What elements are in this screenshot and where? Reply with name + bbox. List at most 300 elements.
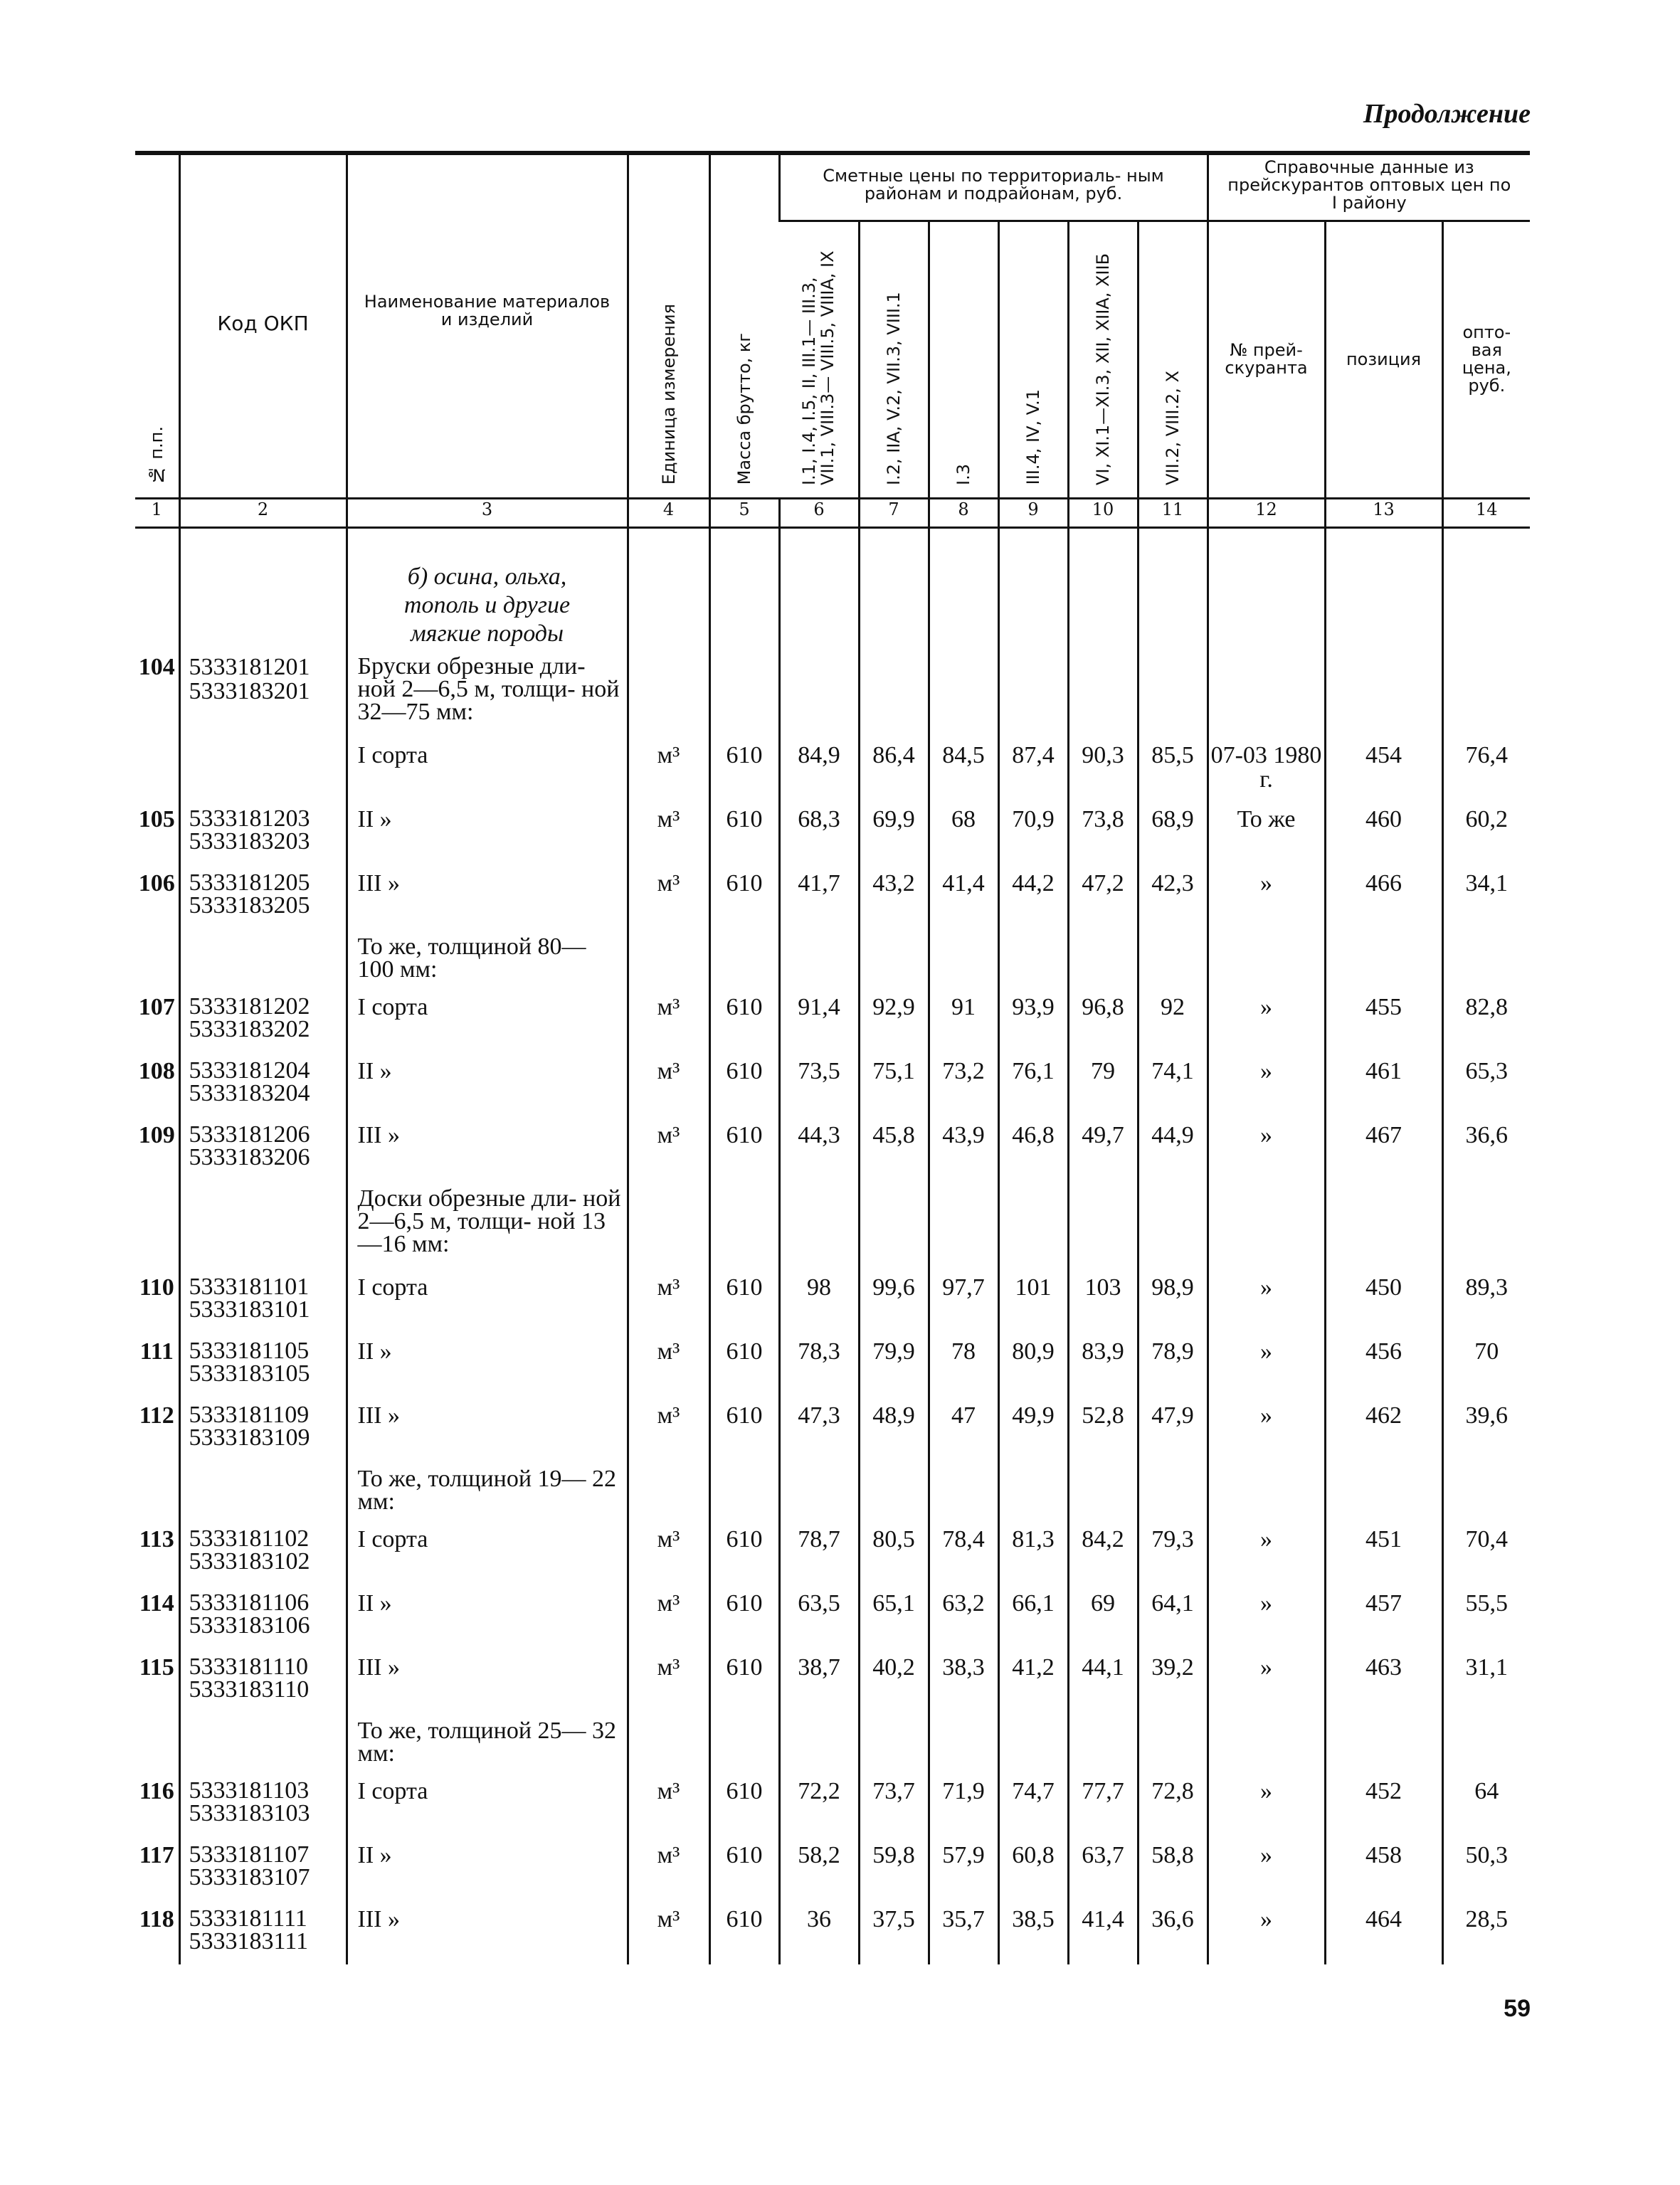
- section-title-row: [135, 527, 1530, 648]
- position-cell: 460: [1325, 800, 1442, 864]
- unit-cell: м³: [628, 1900, 709, 1964]
- price-cell: 44,2: [998, 864, 1068, 929]
- price-cell: 99,6: [859, 1269, 929, 1333]
- position-cell: 462: [1325, 1397, 1442, 1461]
- item-name: II »: [347, 1584, 628, 1649]
- price-cell: 39,2: [1138, 1649, 1208, 1713]
- price-cell: 84,2: [1068, 1520, 1138, 1584]
- price-cell: 44,1: [1068, 1649, 1138, 1713]
- table-row: [135, 1052, 1530, 1116]
- row-number: [135, 929, 179, 988]
- column-number: 9: [998, 498, 1068, 527]
- okp-code: [179, 1333, 347, 1397]
- price-cell: 80,5: [859, 1520, 929, 1584]
- price-cell: 57,9: [929, 1836, 998, 1900]
- group-heading-row: [135, 1461, 1530, 1520]
- price-cell: 71,9: [929, 1772, 998, 1836]
- okp-code-line: 5333183202: [189, 1015, 310, 1042]
- okp-code: [179, 1772, 347, 1836]
- row-number: 107: [138, 993, 175, 1020]
- wholesale-price-cell: 70,4: [1442, 1520, 1530, 1584]
- pricelist-cell: То же: [1208, 800, 1325, 864]
- wholesale-price-cell: 89,3: [1442, 1269, 1530, 1333]
- header-unit: Единица измерения: [658, 304, 679, 485]
- okp-code: [179, 1713, 347, 1772]
- price-cell: 69,9: [859, 800, 929, 864]
- header-region-col10: VI, XI.1—XI.3, XII, XIIА, XIIБ: [1093, 253, 1113, 485]
- pricelist-cell: 07-03 1980 г.: [1208, 736, 1325, 800]
- table-row: [135, 800, 1530, 864]
- okp-code-line: 5333183109: [189, 1424, 310, 1451]
- table-cell: [1325, 1713, 1442, 1772]
- mass-cell: 610: [709, 988, 779, 1052]
- price-cell: 60,8: [998, 1836, 1068, 1900]
- header-region-col11: VII.2, VIII.2, X: [1163, 370, 1183, 485]
- mass-cell: 610: [709, 1269, 779, 1333]
- okp-code: [179, 1584, 347, 1649]
- table-row: [135, 1649, 1530, 1713]
- price-cell: 85,5: [1138, 736, 1208, 800]
- table-cell: [1325, 1180, 1442, 1269]
- okp-code-line: 5333181110: [189, 1653, 308, 1680]
- okp-code-line: 5333183103: [189, 1799, 310, 1826]
- pricelist-cell: »: [1208, 1116, 1325, 1180]
- group-heading: Бруски обрезные дли- ной 2—6,5 м, толщи- ной 32—75 мм:: [347, 648, 628, 736]
- price-cell: 47,3: [779, 1397, 859, 1461]
- price-cell: 58,8: [1138, 1836, 1208, 1900]
- pricelist-cell: »: [1208, 1772, 1325, 1836]
- price-cell: 47,2: [1068, 864, 1138, 929]
- price-cell: 98: [779, 1269, 859, 1333]
- okp-code-line: 5333183110: [189, 1676, 310, 1703]
- table-cell: [1208, 648, 1325, 736]
- price-cell: 84,9: [779, 736, 859, 800]
- price-cell: 44,9: [1138, 1116, 1208, 1180]
- group-heading: Доски обрезные дли- ной 2—6,5 м, толщи- ной 13—16 мм:: [347, 1180, 628, 1269]
- table-cell: [628, 1461, 709, 1520]
- position-cell: 466: [1325, 864, 1442, 929]
- unit-cell: м³: [628, 1116, 709, 1180]
- okp-code-line: 5333181109: [189, 1401, 310, 1428]
- table-row: [135, 1269, 1530, 1333]
- okp-code-line: 5333183105: [189, 1360, 310, 1387]
- table-row: [135, 1333, 1530, 1397]
- price-cell: 68,9: [1138, 800, 1208, 864]
- row-number: 111: [139, 1338, 174, 1365]
- okp-code-line: 5333181202: [189, 993, 310, 1020]
- table-cell: [859, 648, 929, 736]
- price-cell: 74,7: [998, 1772, 1068, 1836]
- mass-cell: 610: [709, 1584, 779, 1649]
- table-cell: [1325, 1461, 1442, 1520]
- table-cell: [1138, 1713, 1208, 1772]
- okp-code: [179, 736, 347, 800]
- price-cell: 59,8: [859, 1836, 929, 1900]
- price-cell: 78,7: [779, 1520, 859, 1584]
- okp-code: [179, 1116, 347, 1180]
- table-cell: [628, 648, 709, 736]
- table-cell: [998, 1180, 1068, 1269]
- header-mass: Масса брутто, кг: [734, 333, 754, 485]
- header-row-number: № п.п.: [147, 426, 167, 485]
- price-table: [135, 151, 1530, 1964]
- wholesale-price-cell: 76,4: [1442, 736, 1530, 800]
- wholesale-price-cell: 36,6: [1442, 1116, 1530, 1180]
- table-cell: [859, 1713, 929, 1772]
- okp-code: [179, 1180, 347, 1269]
- unit-cell: м³: [628, 1397, 709, 1461]
- row-number: [135, 1713, 179, 1772]
- item-name: III »: [347, 1649, 628, 1713]
- table-cell: [998, 1713, 1068, 1772]
- table-cell: [859, 1461, 929, 1520]
- price-cell: 75,1: [859, 1052, 929, 1116]
- okp-code: [179, 864, 347, 929]
- wholesale-price-cell: 64: [1442, 1772, 1530, 1836]
- table-cell: [779, 1461, 859, 1520]
- table-cell: [1138, 1180, 1208, 1269]
- position-cell: 452: [1325, 1772, 1442, 1836]
- row-number: 118: [139, 1905, 174, 1932]
- table-row: [135, 736, 1530, 800]
- okp-code-line: 5333181105: [189, 1337, 310, 1364]
- item-name: II »: [347, 1836, 628, 1900]
- item-name: II »: [347, 1333, 628, 1397]
- price-cell: 70,9: [998, 800, 1068, 864]
- column-number: 4: [628, 498, 709, 527]
- table-cell: [779, 1713, 859, 1772]
- price-cell: 63,5: [779, 1584, 859, 1649]
- group-heading-row: [135, 1180, 1530, 1269]
- price-cell: 46,8: [998, 1116, 1068, 1180]
- price-cell: 90,3: [1068, 736, 1138, 800]
- price-cell: 87,4: [998, 736, 1068, 800]
- price-cell: 73,7: [859, 1772, 929, 1836]
- group-heading-row: [135, 1713, 1530, 1772]
- price-cell: 45,8: [859, 1116, 929, 1180]
- unit-cell: м³: [628, 1520, 709, 1584]
- item-name: I сорта: [347, 1772, 628, 1836]
- table-cell: [779, 1180, 859, 1269]
- table-row: [135, 1772, 1530, 1836]
- table-cell: [1442, 1180, 1530, 1269]
- price-cell: 69: [1068, 1584, 1138, 1649]
- price-cell: 41,7: [779, 864, 859, 929]
- table-cell: [1442, 929, 1530, 988]
- table-cell: [1068, 1461, 1138, 1520]
- wholesale-price-cell: 70: [1442, 1333, 1530, 1397]
- wholesale-price-cell: 82,8: [1442, 988, 1530, 1052]
- price-cell: 40,2: [859, 1649, 929, 1713]
- header-region-col9: III.4, IV, V.1: [1023, 389, 1043, 485]
- okp-code: [179, 1836, 347, 1900]
- price-cell: 91: [929, 988, 998, 1052]
- position-cell: 458: [1325, 1836, 1442, 1900]
- pricelist-cell: »: [1208, 1649, 1325, 1713]
- column-number: 13: [1325, 498, 1442, 527]
- okp-code-line: 5333183206: [189, 1143, 310, 1170]
- position-cell: 450: [1325, 1269, 1442, 1333]
- table-cell: [709, 1461, 779, 1520]
- table-cell: [709, 929, 779, 988]
- row-number: 116: [139, 1777, 174, 1804]
- price-cell: 78,4: [929, 1520, 998, 1584]
- header-prices-group: Сметные цены по территориаль- ным районам и подрайонам, руб.: [823, 166, 1164, 204]
- table-cell: [1138, 1461, 1208, 1520]
- row-number: 106: [138, 869, 175, 896]
- column-number: 7: [859, 498, 929, 527]
- row-number: 115: [139, 1654, 174, 1681]
- okp-code-line: 5333183102: [189, 1548, 310, 1575]
- mass-cell: 610: [709, 1052, 779, 1116]
- mass-cell: 610: [709, 800, 779, 864]
- group-heading-row: [135, 929, 1530, 988]
- pricelist-cell: »: [1208, 1900, 1325, 1964]
- price-cell: 65,1: [859, 1584, 929, 1649]
- okp-code-line: 5333183111: [189, 1927, 308, 1954]
- price-cell: 36: [779, 1900, 859, 1964]
- group-heading: То же, толщиной 19— 22 мм:: [347, 1461, 628, 1520]
- column-number: 11: [1138, 498, 1208, 527]
- price-cell: 93,9: [998, 988, 1068, 1052]
- price-cell: 98,9: [1138, 1269, 1208, 1333]
- okp-code-line: 5333183204: [189, 1079, 310, 1106]
- table-row: [135, 864, 1530, 929]
- price-cell: 48,9: [859, 1397, 929, 1461]
- table-cell: [929, 648, 998, 736]
- wholesale-price-cell: 39,6: [1442, 1397, 1530, 1461]
- row-number: 104: [138, 653, 175, 680]
- price-cell: 41,2: [998, 1649, 1068, 1713]
- price-cell: 72,8: [1138, 1772, 1208, 1836]
- item-name: I сорта: [347, 736, 628, 800]
- price-cell: 73,2: [929, 1052, 998, 1116]
- table-cell: [779, 929, 859, 988]
- price-cell: 74,1: [1138, 1052, 1208, 1116]
- okp-code-line: 5333183201: [189, 677, 310, 704]
- price-cell: 92,9: [859, 988, 929, 1052]
- item-name: I сорта: [347, 1520, 628, 1584]
- row-number: [135, 1461, 179, 1520]
- mass-cell: 610: [709, 1836, 779, 1900]
- table-cell: [1208, 1713, 1325, 1772]
- row-number: 112: [139, 1402, 174, 1429]
- position-cell: 464: [1325, 1900, 1442, 1964]
- item-name: III »: [347, 1116, 628, 1180]
- price-cell: 79,3: [1138, 1520, 1208, 1584]
- column-number: 14: [1442, 498, 1530, 527]
- okp-code-line: 5333181101: [189, 1273, 310, 1300]
- pricelist-cell: »: [1208, 1520, 1325, 1584]
- price-cell: 52,8: [1068, 1397, 1138, 1461]
- unit-cell: м³: [628, 1584, 709, 1649]
- table-row: [135, 1836, 1530, 1900]
- okp-code-line: 5333181102: [189, 1525, 310, 1552]
- price-cell: 101: [998, 1269, 1068, 1333]
- header-wholesale-price: опто- вая цена, руб.: [1462, 322, 1511, 396]
- unit-cell: м³: [628, 1836, 709, 1900]
- item-name: II »: [347, 1052, 628, 1116]
- table-cell: [1208, 1180, 1325, 1269]
- pricelist-cell: »: [1208, 1269, 1325, 1333]
- okp-code-line: 5333181103: [189, 1777, 310, 1804]
- table-cell: [1442, 1461, 1530, 1520]
- mass-cell: 610: [709, 736, 779, 800]
- table-cell: [1208, 929, 1325, 988]
- unit-cell: м³: [628, 736, 709, 800]
- table-row: [135, 988, 1530, 1052]
- group-heading: То же, толщиной 80— 100 мм:: [347, 929, 628, 988]
- okp-code: [179, 1269, 347, 1333]
- table-cell: [1068, 1180, 1138, 1269]
- position-cell: 451: [1325, 1520, 1442, 1584]
- table-cell: [1138, 648, 1208, 736]
- column-number: 1: [135, 498, 179, 527]
- price-cell: 42,3: [1138, 864, 1208, 929]
- wholesale-price-cell: 50,3: [1442, 1836, 1530, 1900]
- unit-cell: м³: [628, 1333, 709, 1397]
- section-title-line: тополь и другие: [403, 591, 571, 618]
- item-name: I сорта: [347, 1269, 628, 1333]
- price-cell: 79: [1068, 1052, 1138, 1116]
- row-number: 108: [138, 1057, 175, 1084]
- okp-code-line: 5333181203: [189, 805, 310, 832]
- item-name: III »: [347, 1397, 628, 1461]
- okp-code: [179, 1649, 347, 1713]
- okp-code: [179, 1052, 347, 1116]
- price-cell: 68,3: [779, 800, 859, 864]
- mass-cell: 610: [709, 864, 779, 929]
- table-row: [135, 1116, 1530, 1180]
- okp-code-line: 5333181206: [189, 1121, 310, 1148]
- header-position: позиция: [1346, 349, 1422, 369]
- okp-code: [179, 800, 347, 864]
- column-number: 8: [929, 498, 998, 527]
- price-cell: 73,8: [1068, 800, 1138, 864]
- price-cell: 37,5: [859, 1900, 929, 1964]
- okp-code-line: 5333183203: [189, 827, 310, 855]
- price-cell: 92: [1138, 988, 1208, 1052]
- okp-code: [179, 1520, 347, 1584]
- table-cell: [929, 1713, 998, 1772]
- table-row: [135, 1900, 1530, 1964]
- table-cell: [998, 929, 1068, 988]
- table-cell: [1068, 648, 1138, 736]
- table-body: [135, 527, 1530, 1964]
- column-number: 5: [709, 498, 779, 527]
- table-cell: [628, 929, 709, 988]
- okp-code-line: 5333181204: [189, 1057, 310, 1084]
- table-cell: [779, 648, 859, 736]
- price-cell: 78: [929, 1333, 998, 1397]
- item-name: III »: [347, 864, 628, 929]
- wholesale-price-cell: 55,5: [1442, 1584, 1530, 1649]
- unit-cell: м³: [628, 1052, 709, 1116]
- price-cell: 63,7: [1068, 1836, 1138, 1900]
- position-cell: 463: [1325, 1649, 1442, 1713]
- section-title-line: б) осина, ольха,: [407, 563, 567, 590]
- row-number: 105: [138, 805, 175, 832]
- wholesale-price-cell: 31,1: [1442, 1649, 1530, 1713]
- table-cell: [709, 1713, 779, 1772]
- wholesale-price-cell: 60,2: [1442, 800, 1530, 864]
- price-cell: 44,3: [779, 1116, 859, 1180]
- price-cell: 43,9: [929, 1116, 998, 1180]
- table-row: [135, 1584, 1530, 1649]
- column-number: 10: [1068, 498, 1138, 527]
- header-okp-code: Код ОКП: [217, 312, 309, 335]
- table-cell: [1442, 1713, 1530, 1772]
- row-number: 113: [139, 1525, 174, 1552]
- price-cell: 38,7: [779, 1649, 859, 1713]
- price-cell: 96,8: [1068, 988, 1138, 1052]
- continuation-label: Продолжение: [1363, 99, 1531, 129]
- table-cell: [1325, 929, 1442, 988]
- table-cell: [1138, 929, 1208, 988]
- mass-cell: 610: [709, 1649, 779, 1713]
- price-cell: 97,7: [929, 1269, 998, 1333]
- item-name: II »: [347, 800, 628, 864]
- item-name: I сорта: [347, 988, 628, 1052]
- price-cell: 76,1: [998, 1052, 1068, 1116]
- table-cell: [709, 1180, 779, 1269]
- price-cell: 103: [1068, 1269, 1138, 1333]
- bottom-rule: [135, 1982, 1530, 1984]
- unit-cell: м³: [628, 1649, 709, 1713]
- price-cell: 63,2: [929, 1584, 998, 1649]
- row-number: 109: [138, 1121, 175, 1148]
- section-title-line: мягкие породы: [410, 620, 564, 647]
- pricelist-cell: »: [1208, 988, 1325, 1052]
- row-number: [135, 1180, 179, 1269]
- price-cell: 47,9: [1138, 1397, 1208, 1461]
- price-cell: 91,4: [779, 988, 859, 1052]
- price-cell: 47: [929, 1397, 998, 1461]
- price-cell: 35,7: [929, 1900, 998, 1964]
- item-name: III »: [347, 1900, 628, 1964]
- price-cell: 81,3: [998, 1520, 1068, 1584]
- table-cell: [1068, 1713, 1138, 1772]
- pricelist-cell: »: [1208, 864, 1325, 929]
- price-cell: 41,4: [1068, 1900, 1138, 1964]
- column-number: 3: [347, 498, 628, 527]
- wholesale-price-cell: 34,1: [1442, 864, 1530, 929]
- row-number: 110: [139, 1274, 174, 1301]
- price-cell: 49,9: [998, 1397, 1068, 1461]
- table-cell: [1325, 648, 1442, 736]
- unit-cell: м³: [628, 1269, 709, 1333]
- position-cell: 461: [1325, 1052, 1442, 1116]
- row-number: [135, 736, 179, 800]
- mass-cell: 610: [709, 1116, 779, 1180]
- header-reference-group: Справочные данные из прейскурантов оптовых цен по I району: [1227, 157, 1511, 213]
- unit-cell: м³: [628, 988, 709, 1052]
- table-row: [135, 1397, 1530, 1461]
- table-cell: [1208, 1461, 1325, 1520]
- price-cell: 41,4: [929, 864, 998, 929]
- price-cell: 86,4: [859, 736, 929, 800]
- unit-cell: м³: [628, 1772, 709, 1836]
- mass-cell: 610: [709, 1900, 779, 1964]
- column-number-row: [135, 498, 1530, 527]
- pricelist-cell: »: [1208, 1052, 1325, 1116]
- price-cell: 77,7: [1068, 1772, 1138, 1836]
- price-cell: 83,9: [1068, 1333, 1138, 1397]
- price-cell: 78,9: [1138, 1333, 1208, 1397]
- mass-cell: 610: [709, 1333, 779, 1397]
- mass-cell: 610: [709, 1520, 779, 1584]
- table-cell: [1442, 648, 1530, 736]
